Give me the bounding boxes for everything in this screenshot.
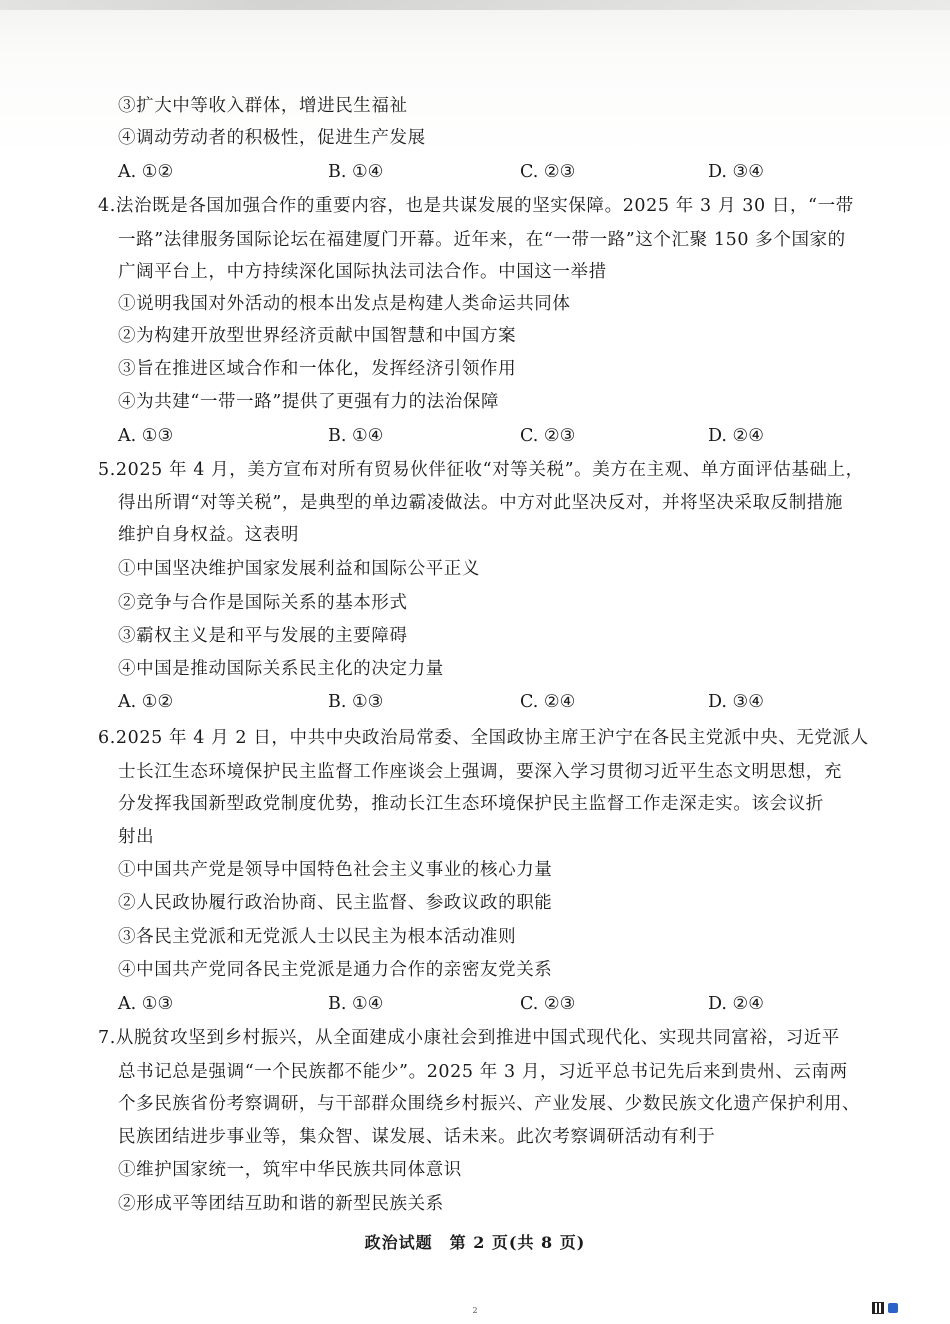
q6-choice-b: B. ①④ (328, 994, 384, 1014)
q3-choice-c: C. ②③ (520, 162, 576, 182)
q7-option-2: ②形成平等团结互助和谐的新型民族关系 (118, 1194, 444, 1214)
q3-option-4: ④调动劳动者的积极性，促进生产发展 (118, 128, 426, 148)
q6-option-3: ③各民主党派和无党派人士以民主为根本活动准则 (118, 927, 517, 947)
q4-option-2: ②为构建开放型世界经济贡献中国智慧和中国方案 (118, 326, 517, 346)
q6-stem-line-1: 6.2025 年 4 月 2 日，中共中央政治局常委、全国政协主席王沪宁在各民主党派中央、无党派人 (98, 728, 869, 748)
q4-stem-line-3: 广阔平台上，中方持续深化国际执法司法合作。中国这一举措 (118, 262, 607, 282)
q4-choice-c: C. ②③ (520, 426, 576, 446)
q6-choice-d: D. ②④ (708, 994, 764, 1014)
q4-choices (118, 424, 818, 448)
q6-stem-line-2: 士长江生态环境保护民主监督工作座谈会上强调，要深入学习贯彻习近平生态文明思想，充 (118, 762, 842, 782)
q5-stem-line-2: 得出所谓“对等关税”，是典型的单边霸凌做法。中方对此坚决反对，并将坚决采取反制措施 (118, 493, 843, 513)
page-footer: 政治试题 第 2 页(共 8 页) (364, 1233, 586, 1252)
q7-stem-line-3: 个多民族省份考察调研，与干部群众围绕乡村振兴、产业发展、少数民族文化遗产保护利用、 (118, 1094, 861, 1114)
q6-choices (118, 992, 818, 1016)
q4-choice-d: D. ②④ (708, 426, 764, 446)
q3-choices (118, 160, 818, 184)
q6-stem-line-4: 射出 (118, 827, 155, 847)
q6-option-2: ②人民政协履行政治协商、民主监督、参政议政的职能 (118, 893, 553, 913)
q6-option-1: ①中国共产党是领导中国特色社会主义事业的核心力量 (118, 860, 553, 880)
q5-choice-d: D. ③④ (708, 692, 764, 712)
q3-choice-a: A. ①② (118, 162, 174, 182)
q5-option-4: ④中国是推动国际关系民主化的决定力量 (118, 659, 444, 679)
q4-choice-a: A. ①③ (118, 426, 174, 446)
q4-choice-b: B. ①④ (328, 426, 384, 446)
q3-choice-d: D. ③④ (708, 162, 764, 182)
q7-option-1: ①维护国家统一，筑牢中华民族共同体意识 (118, 1160, 462, 1180)
q5-choice-b: B. ①③ (328, 692, 384, 712)
q5-choice-c: C. ②④ (520, 692, 576, 712)
page-number: 2 (472, 1306, 478, 1315)
q4-option-4: ④为共建“一带一路”提供了更强有力的法治保障 (118, 392, 500, 412)
scanner-app-icon (888, 1303, 898, 1313)
q5-option-1: ①中国坚决维护国家发展利益和国际公平正义 (118, 559, 480, 579)
q6-stem-line-3: 分发挥我国新型政党制度优势，推动长江生态环境保护民主监督工作走深走实。该会议折 (118, 794, 824, 814)
q7-stem-line-4: 民族团结进步事业等，集众智、谋发展、话未来。此次考察调研活动有利于 (118, 1127, 716, 1147)
q7-stem-line-2: 总书记总是强调“一个民族都不能少”。2025 年 3 月，习近平总书记先后来到贵州、云南两 (118, 1062, 848, 1082)
q6-choice-c: C. ②③ (520, 994, 576, 1014)
q5-stem-line-3: 维护自身权益。这表明 (118, 525, 299, 545)
q5-option-2: ②竞争与合作是国际关系的基本形式 (118, 593, 408, 613)
q6-option-4: ④中国共产党同各民主党派是通力合作的亲密友党关系 (118, 960, 553, 980)
q7-stem-line-1: 7.从脱贫攻坚到乡村振兴，从全面建成小康社会到推进中国式现代化、实现共同富裕，习近平 (98, 1028, 840, 1048)
q4-option-1: ①说明我国对外活动的根本出发点是构建人类命运共同体 (118, 294, 571, 314)
q5-choices (118, 690, 818, 714)
q4-stem-line-1: 4.法治既是各国加强合作的重要内容，也是共谋发展的坚实保障。2025 年 3 月 30 日，“一带 (98, 196, 854, 216)
q4-option-3: ③旨在推进区域合作和一体化，发挥经济引领作用 (118, 359, 517, 379)
q4-stem-line-2: 一路”法律服务国际论坛在福建厦门开幕。近年来，在“一带一路”这个汇聚 150 多个国家的 (118, 230, 846, 250)
q5-choice-a: A. ①② (118, 692, 174, 712)
q5-option-3: ③霸权主义是和平与发展的主要障碍 (118, 626, 408, 646)
q3-option-3: ③扩大中等收入群体，增进民生福祉 (118, 96, 408, 116)
q3-choice-b: B. ①④ (328, 162, 384, 182)
q5-stem-line-1: 5.2025 年 4 月，美方宣布对所有贸易伙伴征收“对等关税”。美方在主观、单方面评估基础上， (98, 460, 864, 480)
scan-top-edge (0, 0, 950, 10)
q6-choice-a: A. ①③ (118, 994, 174, 1014)
scanner-watermark (872, 1302, 942, 1316)
qr-code-icon (872, 1302, 884, 1314)
